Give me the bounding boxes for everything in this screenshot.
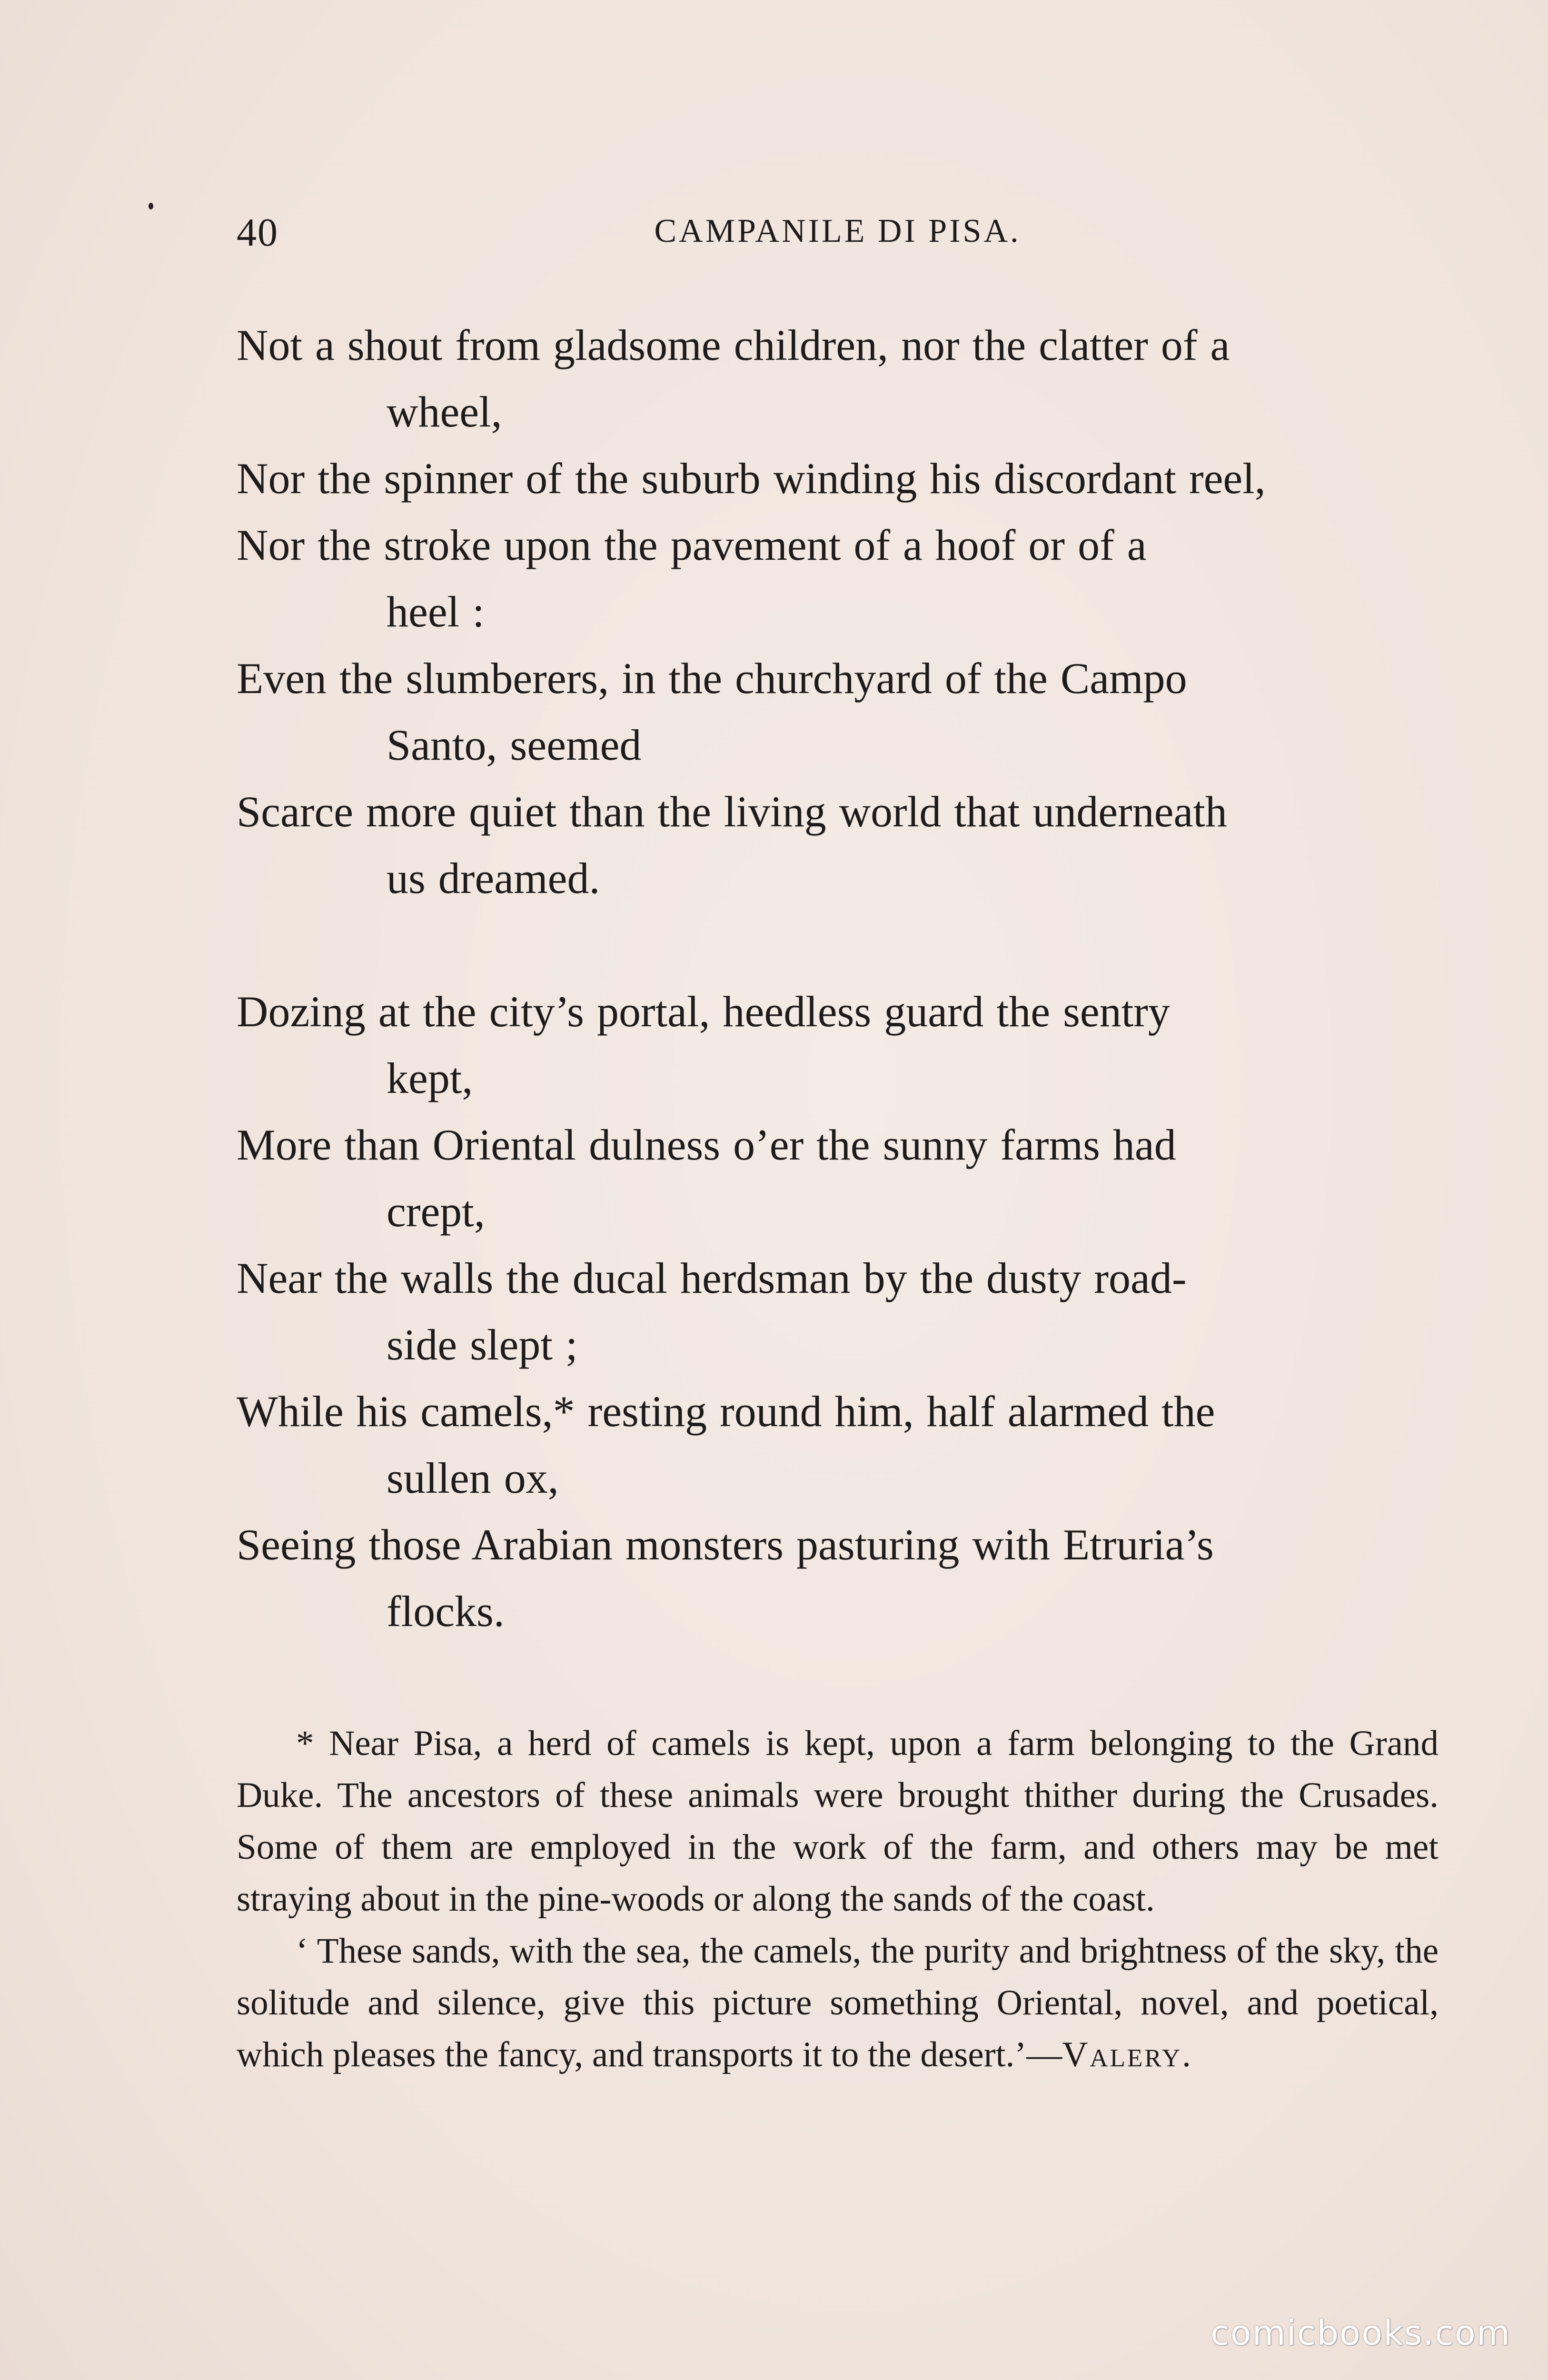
poem-line-continuation: side slept ;: [387, 1320, 578, 1369]
footnotes: [237, 1717, 1439, 2081]
poem-line: Scarce more quiet than the living world that underneath: [237, 787, 1227, 836]
poem-line-continuation: Santo, seemed: [387, 721, 642, 769]
poem-line: Nor the spinner of the suburb winding his discordant reel,: [237, 454, 1266, 503]
poem-line: Not a shout from gladsome children, nor the clatter of a: [237, 321, 1230, 369]
poem-line: Near the walls the ducal herdsman by the dusty road-: [237, 1254, 1187, 1302]
poem-line-continuation: us dreamed.: [387, 854, 600, 902]
poem: [237, 312, 1439, 1645]
poem-line-continuation: sullen ox,: [387, 1454, 559, 1502]
poem-line: While his camels,* resting round him, half alarmed the: [237, 1387, 1215, 1436]
poem-line: Seeing those Arabian monsters pasturing with Etruria’s: [237, 1520, 1214, 1569]
stanza-1: [237, 312, 1439, 912]
footnote-2-text: ‘ These sands, with the sea, the camels, the purity and brightness of the sky, the solitude and silence, give this picture something Oriental, novel, and poetical, which pleases the fancy, and transports it to the desert.’—: [237, 1931, 1439, 2074]
poem-line: Dozing at the city’s portal, heedless guard the sentry: [237, 987, 1170, 1036]
poem-line-continuation: flocks.: [387, 1587, 505, 1636]
poem-line-continuation: kept,: [387, 1054, 473, 1102]
footnote-2-author: Valery.: [1062, 2035, 1193, 2074]
running-head: CAMPANILE DI PISA.: [654, 213, 1021, 249]
poem-line: Nor the stroke upon the pavement of a hoof or of a: [237, 521, 1147, 569]
watermark-logo: comicbooks.com: [1210, 2313, 1511, 2353]
poem-line-continuation: crept,: [387, 1187, 485, 1236]
page-header: [237, 209, 1439, 262]
poem-line-continuation: wheel,: [387, 387, 502, 436]
poem-line: Even the slumberers, in the churchyard of the Campo: [237, 654, 1187, 703]
poem-line: More than Oriental dulness o’er the sunny farms had: [237, 1121, 1176, 1169]
footnote-2: [237, 1925, 1439, 2081]
stanza-2: [237, 978, 1439, 1645]
page-number: 40: [237, 210, 278, 255]
footnote-1: * Near Pisa, a herd of camels is kept, upon a farm belonging to the Grand Duke. The ancestors of these animals were brought thither during the Crusades. Some of them are employed in the work of the farm, and others may be met straying about in the pine-woods or along the sands of the coast.: [237, 1724, 1439, 1919]
poem-line-continuation: heel :: [387, 587, 485, 636]
ink-speck: [149, 203, 153, 209]
